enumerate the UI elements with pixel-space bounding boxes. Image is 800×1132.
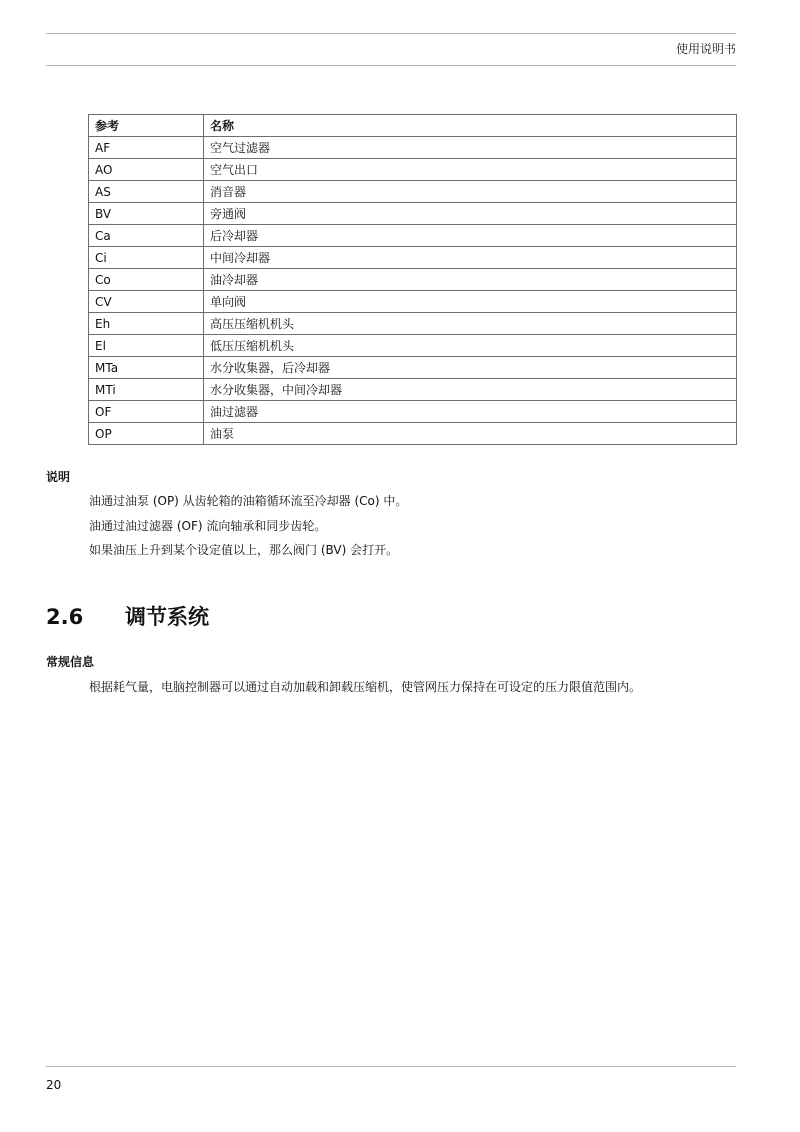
table-cell-ref: CV (89, 291, 204, 313)
table-cell-name: 消音器 (204, 181, 737, 203)
table-cell-name: 水分收集器，后冷却器 (204, 357, 737, 379)
table-row (89, 181, 737, 203)
table-cell-ref: Co (89, 269, 204, 291)
section-number: 2.6 (46, 605, 84, 629)
page-number: 20 (46, 1078, 62, 1092)
table-cell-ref: OF (89, 401, 204, 423)
table-cell-name: 水分收集器，中间冷却器 (204, 379, 737, 401)
footer-rule (46, 1066, 736, 1067)
table-cell-name: 油过滤器 (204, 401, 737, 423)
table-cell-name: 低压压缩机机头 (204, 335, 737, 357)
general-info-label: 常规信息 (46, 655, 95, 669)
reference-table (88, 114, 737, 445)
table-cell-name: 空气过滤器 (204, 137, 737, 159)
table-cell-name: 单向阀 (204, 291, 737, 313)
table-cell-name: 空气出口 (204, 159, 737, 181)
header-rule-bottom (46, 65, 736, 66)
table-cell-ref: MTa (89, 357, 204, 379)
explanation-paragraph-2: 油通过油过滤器 (OF) 流向轴承和同步齿轮。 (89, 519, 327, 533)
table-row (89, 357, 737, 379)
table-cell-ref: Ca (89, 225, 204, 247)
table-cell-ref: Ci (89, 247, 204, 269)
table-cell-ref: El (89, 335, 204, 357)
table-row (89, 137, 737, 159)
table-header-name: 名称 (204, 115, 737, 137)
table-cell-ref: AO (89, 159, 204, 181)
table-cell-ref: OP (89, 423, 204, 445)
table-row (89, 379, 737, 401)
table-row (89, 313, 737, 335)
table-cell-name: 高压压缩机机头 (204, 313, 737, 335)
explanation-paragraph-3: 如果油压上升到某个设定值以上，那么阀门 (BV) 会打开。 (89, 543, 399, 557)
explanation-label: 说明 (46, 470, 71, 484)
table-cell-name: 中间冷却器 (204, 247, 737, 269)
header-rule-top (46, 33, 736, 34)
table-row (89, 159, 737, 181)
table-row (89, 423, 737, 445)
general-info-paragraph: 根据耗气量，电脑控制器可以通过自动加载和卸载压缩机，使管网压力保持在可设定的压力限值范围内。 (89, 680, 642, 694)
table-cell-name: 后冷却器 (204, 225, 737, 247)
header-title: 使用说明书 (675, 42, 736, 56)
table-row (89, 335, 737, 357)
table-cell-ref: MTi (89, 379, 204, 401)
table-row (89, 291, 737, 313)
table-row (89, 269, 737, 291)
table-row (89, 225, 737, 247)
table-cell-name: 油冷却器 (204, 269, 737, 291)
table-row (89, 401, 737, 423)
table-row (89, 203, 737, 225)
table-cell-ref: BV (89, 203, 204, 225)
table-row (89, 247, 737, 269)
section-title: 调节系统 (125, 605, 209, 629)
table-cell-ref: AS (89, 181, 204, 203)
table-cell-ref: Eh (89, 313, 204, 335)
table-header-ref: 参考 (89, 115, 204, 137)
table-header-row (89, 115, 737, 137)
table-cell-name: 油泵 (204, 423, 737, 445)
table-cell-ref: AF (89, 137, 204, 159)
table-cell-name: 旁通阀 (204, 203, 737, 225)
explanation-paragraph-1: 油通过油泵 (OP) 从齿轮箱的油箱循环流至冷却器 (Co) 中。 (89, 494, 408, 508)
